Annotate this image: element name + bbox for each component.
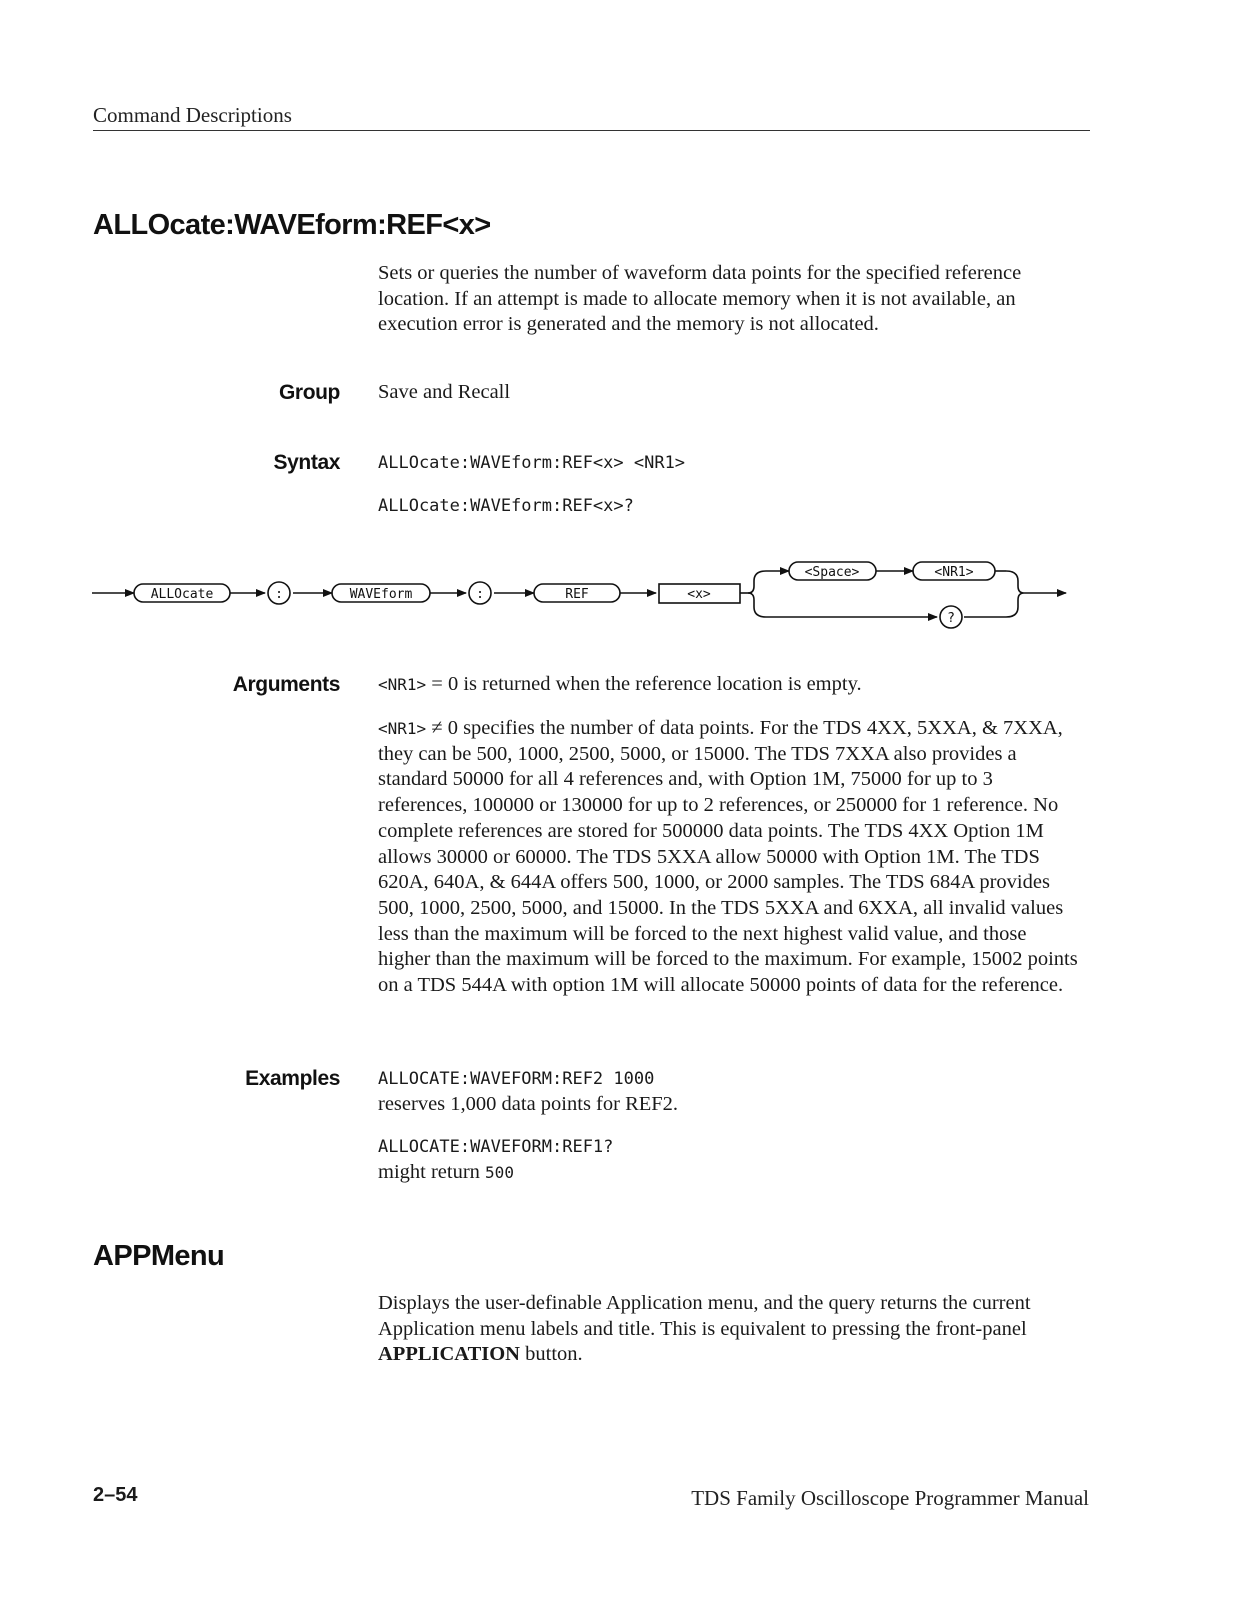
group-label: Group bbox=[279, 381, 340, 404]
command-title-allocate: ALLOcate:WAVEform:REF<x> bbox=[93, 209, 491, 241]
argument-text: 0 specifies the number of data points. For the TDS 4XX, 5XXA, & 7XXA, they can be 500, 1000, 2500, 5000, or 15000. The TDS 7XXA also provides a standard 50000 for all 4 references and, with Option 1M, 75000 for up to 3 references, 100000 or 130000 for up to 2 references, or 250000 for 1 reference. No complete references are stored for 500000 data points. The TDS 4XX Option 1M allows 30000 or 60000. The TDS 5XXA allow 50000 with Option 1M. The TDS 620A, 640A, & 644A offers 500, 1000, or 2000 samples. The TDS 684A provides 500, 1000, 2500, 5000, and 15000. In the TDS 5XXA and 6XXA, all invalid values less than the maximum will be forced to the next highest valid value, and those higher than the maximum will be forced to the maximum. For example, 15002 points on a TDS 544A with option 1M will allocate 50000 points of data for the reference. bbox=[378, 717, 1078, 997]
argument-text: = 0 is returned when the reference location is empty. bbox=[426, 673, 862, 695]
example-1-description: reserves 1,000 data points for REF2. bbox=[378, 1093, 679, 1115]
manual-title: TDS Family Oscilloscope Programmer Manual bbox=[691, 1486, 1089, 1510]
application-button-name: APPLICATION bbox=[378, 1343, 520, 1366]
diagram-query-node: ? bbox=[947, 611, 955, 626]
appmenu-text: Displays the user-definable Application menu, and the query returns the current Application menu labels and title. This is equivalent to pressing the front-panel bbox=[378, 1292, 1031, 1340]
page-number: 2–54 bbox=[93, 1484, 138, 1506]
example-2-value: 500 bbox=[485, 1163, 514, 1182]
not-equal-symbol: ≠ bbox=[431, 717, 443, 739]
syntax-set-command: ALLOcate:WAVEform:REF<x> <NR1> bbox=[378, 453, 686, 473]
diagram-allocate-node: ALLOcate bbox=[150, 587, 214, 602]
arguments-label: Arguments bbox=[232, 673, 340, 696]
header-rule bbox=[93, 130, 1090, 131]
example-2-code: ALLOCATE:WAVEFORM:REF1? bbox=[378, 1137, 614, 1157]
diagram-waveform-node: WAVEform bbox=[349, 587, 413, 602]
diagram-ref-node: REF bbox=[565, 587, 589, 602]
diagram-colon-node: : bbox=[275, 587, 283, 602]
example-2-description bbox=[378, 1160, 1078, 1186]
syntax-diagram bbox=[0, 550, 1237, 640]
diagram-space-node: <Space> bbox=[804, 565, 860, 580]
argument-code: <NR1> bbox=[378, 675, 427, 694]
argument-code: <NR1> bbox=[378, 719, 427, 738]
diagram-x-node: <x> bbox=[687, 587, 711, 602]
appmenu-description bbox=[378, 1291, 1078, 1368]
diagram-nr1-node: <NR1> bbox=[934, 565, 974, 580]
command-title-appmenu: APPMenu bbox=[93, 1240, 225, 1272]
appmenu-text-end: button. bbox=[520, 1343, 583, 1366]
group-value: Save and Recall bbox=[378, 381, 511, 403]
running-head: Command Descriptions bbox=[93, 103, 292, 127]
examples-label: Examples bbox=[245, 1067, 340, 1090]
syntax-query-command: ALLOcate:WAVEform:REF<x>? bbox=[378, 496, 634, 516]
command-description: Sets or queries the number of waveform data points for the specified reference location. If an attempt is made to allocate memory when it is not available, an execution error is generated and the memory is not allocated. bbox=[378, 262, 1022, 336]
example-2-text: might return bbox=[378, 1161, 486, 1183]
example-1-code: ALLOCATE:WAVEFORM:REF2 1000 bbox=[378, 1069, 655, 1089]
syntax-label: Syntax bbox=[273, 451, 340, 474]
diagram-colon-node-2: : bbox=[476, 587, 484, 602]
argument-points bbox=[378, 716, 1078, 999]
argument-empty bbox=[378, 672, 1078, 698]
